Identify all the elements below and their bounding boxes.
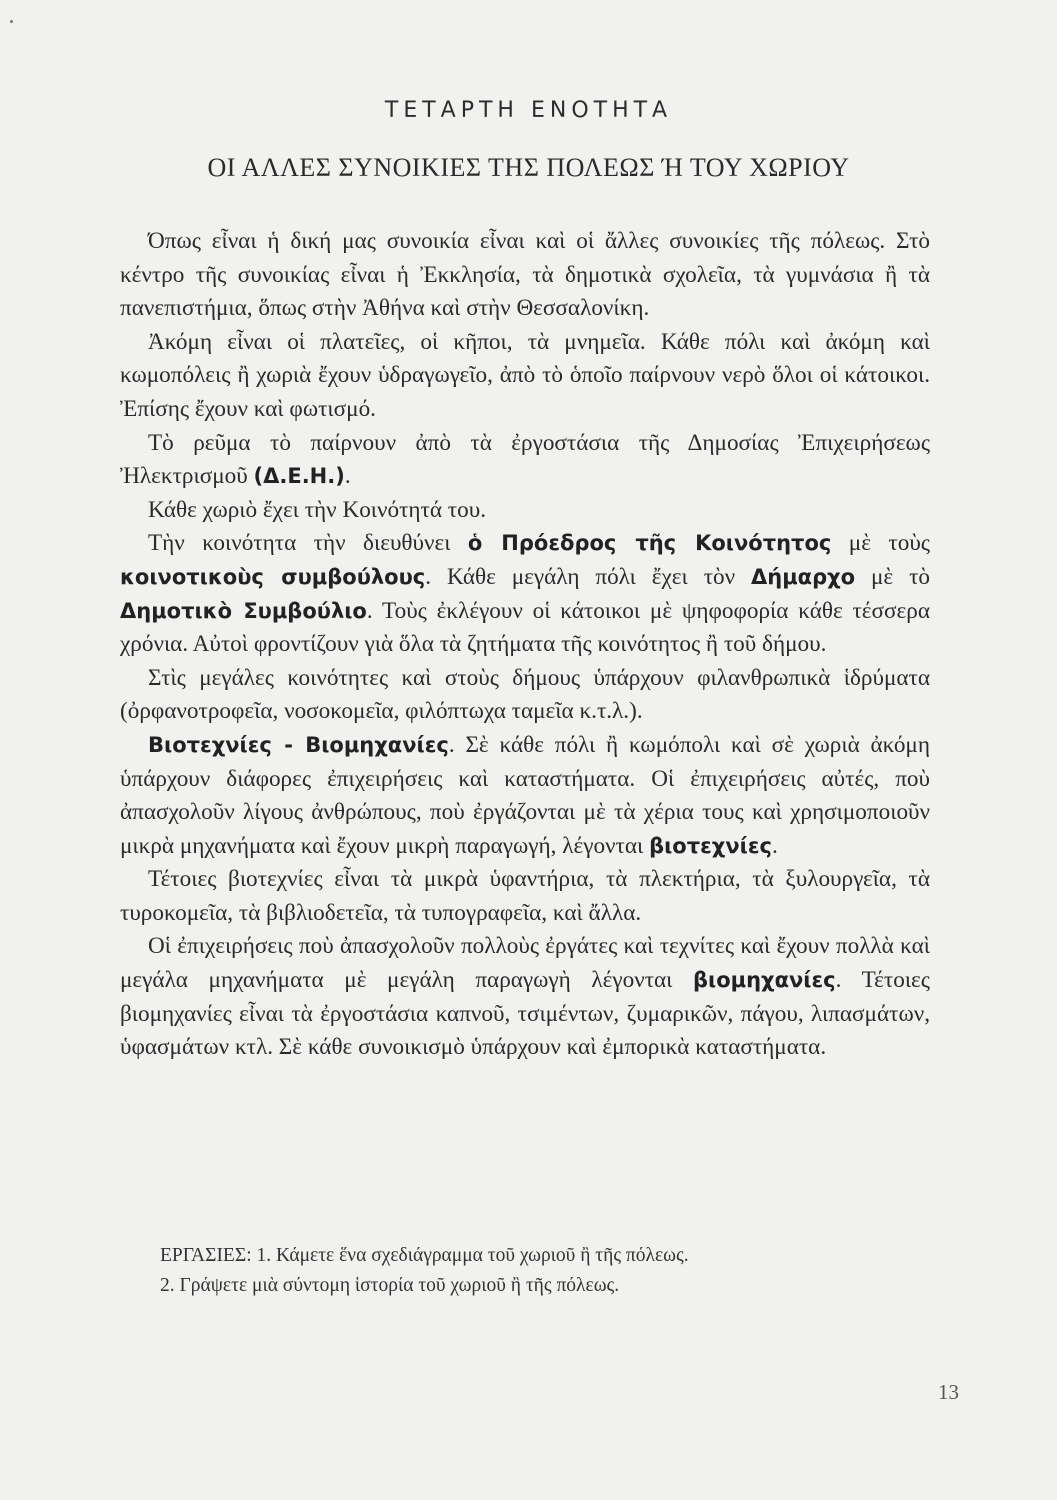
- paragraph-9: [120, 930, 930, 1064]
- page-number: 13: [938, 1380, 959, 1404]
- paragraph-3: [120, 427, 930, 494]
- paragraph-5-text-a: Τὴν κοινότητα τὴν διευθύνει: [148, 530, 468, 557]
- term-crafts: βιοτεχνίες: [649, 833, 772, 858]
- exercises: [160, 1241, 950, 1301]
- paragraph-9-text-c: . Τέτοιες βιομηχανίες εἶναι τὰ ἐργοστάσια καπνοῦ, τσιμέντων, ζυμαρικῶν, πάγου, λιπασμάτων, ὑφασμάτων κτλ. Σὲ κάθε συνοικισμὸ ὑπάρχουν καὶ ἐμπορικὰ καταστήματα.: [120, 967, 930, 1061]
- paragraph-5-text-c: μὲ τοὺς: [831, 530, 930, 557]
- paragraph-2: Ἀκόμη εἶναι οἱ πλατεῖες, οἱ κῆποι, τὰ μνημεῖα. Κάθε πόλι καὶ ἀκόμη καὶ κωμοπόλεις ἢ χωριὰ ἔχουν ὑδραγωγεῖο, ἀπὸ τὸ ὁποῖο παίρνουν νερὸ ὅλοι οἱ κάτοικοι. Ἐπίσης ἔχουν καὶ φωτισμό.: [120, 328, 930, 422]
- term-industries: βιομηχανίες: [692, 968, 836, 993]
- paragraph-4: Κάθε χωριὸ ἔχει τὴν Κοινότητά του.: [148, 496, 486, 523]
- paragraph-8: Τέτοιες βιοτεχνίες εἶναι τὰ μικρὰ ὑφαντήρια, τὰ πλεκτήρια, τὰ ξυλουργεῖα, τὰ τυροκομεῖα, τὰ βιβλιοδετεῖα, τὰ τυπογραφεῖα, καὶ ἄλλα.: [120, 866, 930, 926]
- section-title: ΤΕΤΑΡΤΗ ΕΝΟΤΗΤΑ: [384, 98, 673, 123]
- paragraph-5-text-e: μὲ τὸ: [855, 563, 930, 590]
- page-speck: [10, 20, 13, 23]
- paragraph-3-end: .: [344, 463, 351, 490]
- chapter-title: ΟΙ ΑΛΛΕΣ ΣΥΝΟΙΚΙΕΣ ΤΗΣ ΠΟΛΕΩΣ Ή ΤΟΥ ΧΩΡΙΟΥ: [207, 153, 850, 182]
- dei-abbreviation: (Δ.Ε.Η.): [253, 464, 345, 489]
- paragraph-6: Στὶς μεγάλες κοινότητες καὶ στοὺς δήμους ὑπάρχουν φιλανθρωπικὰ ἱδρύματα (ὀρφανοτροφεῖα, νοσοκομεῖα, φιλόπτωχα ταμεῖα κ.τ.λ.).: [120, 664, 930, 725]
- exercise-line-2: 2. Γράψετε μιὰ σύντομη ἱστορία τοῦ χωριοῦ ἢ τῆς πόλεως.: [160, 1275, 620, 1296]
- paragraph-7-text-a: . Σὲ κάθε πόλι ἢ κωμόπολι καὶ σὲ χωριὰ ἀκόμη ὑπάρχουν διάφορες ἐπιχειρήσεις καὶ καταστήματα. Οἱ ἐπιχειρήσεις αὐτές, ποὺ ἀπασχολοῦν λίγους ἀνθρώπους, ποὺ ἐργάζονται μὲ τὰ χέρια τους καὶ χρησιμοποιοῦν μικρὰ μηχανήματα καὶ ἔχουν μικρὴ παραγωγή, λέγονται: [120, 731, 930, 859]
- paragraph-5-text-d: . Κάθε μεγάλη πόλι ἔχει τὸν: [425, 563, 751, 590]
- term-president: ὁ Πρόεδρος τῆς Κοινότητος: [467, 531, 832, 556]
- paragraph-5-text-f: . Τοὺς ἐκλέγουν οἱ κάτοικοι μὲ ψηφοφορία κάθε τέσσερα χρόνια. Αὐτοὶ φροντίζουν γιὰ ὅλα τὰ ζητήματα τῆς κοινότητος ἢ τοῦ δήμου.: [120, 597, 931, 658]
- paragraph-9-text-a: Οἱ ἐπιχειρήσεις ποὺ ἀπασχολοῦν πολλοὺς ἐργάτες καὶ τεχνίτες καὶ ἔχουν πολλὰ καὶ μεγάλα μηχανήματα μὲ μεγάλη παραγωγὴ λέγονται: [120, 933, 930, 994]
- term-councillors: κοινοτικοὺς συμβούλους: [120, 564, 426, 589]
- term-municipal-council: Δημοτικὸ Συμβούλιο: [120, 598, 367, 623]
- paragraph-7: [120, 729, 930, 863]
- exercise-line-1: ΕΡΓΑΣΙΕΣ: 1. Κάμετε ἕνα σχεδιάγραμμα τοῦ χωριοῦ ἢ τῆς πόλεως.: [160, 1245, 689, 1266]
- paragraph-5: [120, 527, 930, 661]
- body-text: [120, 225, 930, 1065]
- heading-crafts-industries: Βιοτεχνίες - Βιομηχανίες: [148, 732, 449, 757]
- term-mayor: Δήμαρχο: [751, 564, 856, 589]
- paragraph-3-text: Τὸ ρεῦμα τὸ παίρνουν ἀπὸ τὰ ἐργοστάσια τῆς Δημοσίας Ἐπιχειρήσεως Ἠλεκτρισμοῦ: [120, 429, 930, 490]
- paragraph-7-end: .: [771, 832, 778, 859]
- paragraph-1: Όπως εἶναι ἡ δική μας συνοικία εἶναι καὶ οἱ ἄλλες συνοικίες τῆς πόλεως. Στὸ κέντρο τῆς συνοικίας εἶναι ἡ Ἐκκλησία, τὰ δημοτικὰ σχολεῖα, τὰ γυμνάσια ἢ τὰ πανεπιστήμια, ὅπως στὴν Ἀθήνα καὶ στὴν Θεσσαλονίκη.: [120, 228, 930, 322]
